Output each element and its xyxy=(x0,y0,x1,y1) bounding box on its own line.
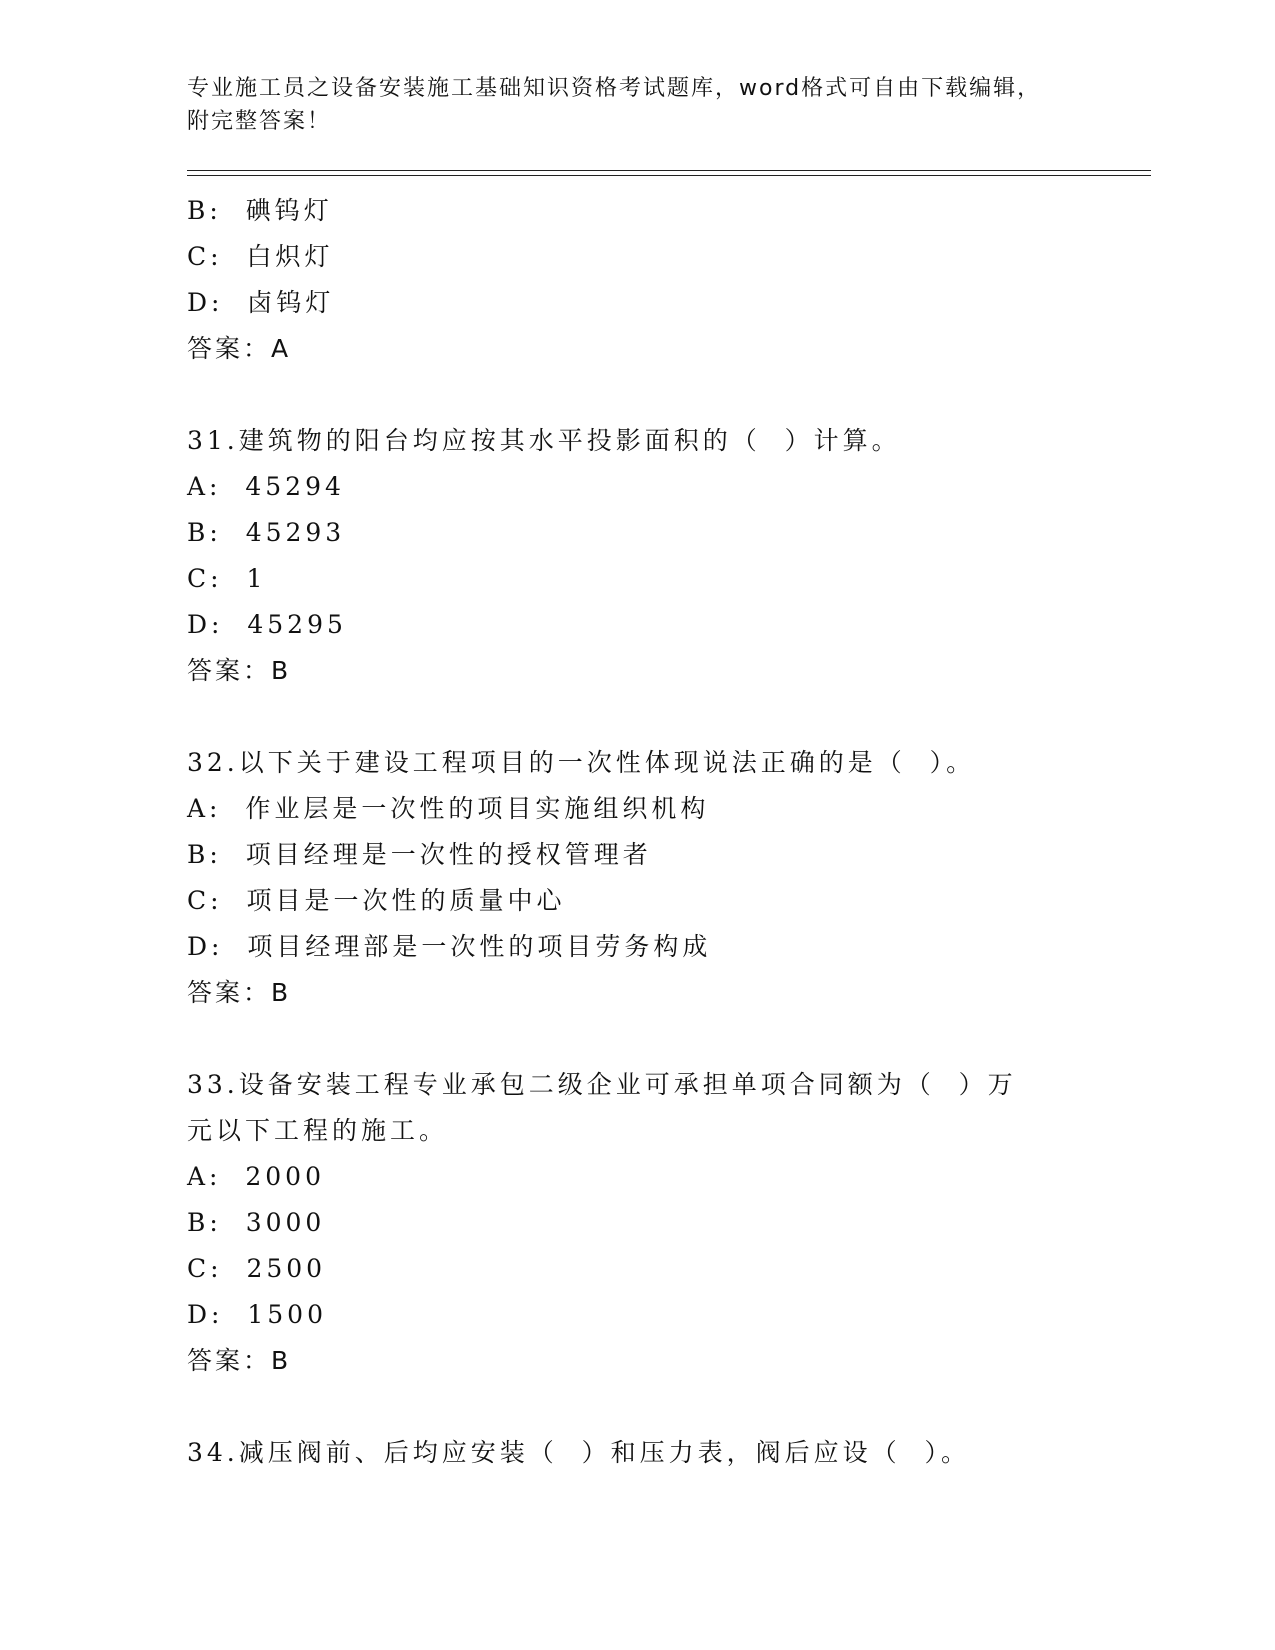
answer-line: 答案：A xyxy=(187,334,292,363)
question-32 xyxy=(187,740,1087,1016)
option-c: C: 2500 xyxy=(187,1254,327,1283)
header-line-1: 专业施工员之设备安装施工基础知识资格考试题库，word格式可自由下载编辑， xyxy=(187,76,1042,101)
question-34 xyxy=(187,1430,1087,1476)
answer-line: 答案：B xyxy=(187,978,292,1007)
previous-question-fragment xyxy=(187,188,1087,372)
option-c: C: 项目是一次性的质量中心 xyxy=(187,886,566,915)
question-content xyxy=(187,188,1087,1476)
option-c: C: 白炽灯 xyxy=(187,242,334,271)
question-text: 34.减压阀前、后均应安装（ ）和压力表，阀后应设（ ）。 xyxy=(187,1438,971,1467)
question-33 xyxy=(187,1062,1087,1384)
option-b: B: 3000 xyxy=(187,1208,326,1237)
option-d: D: 1500 xyxy=(187,1300,327,1329)
answer-line: 答案：B xyxy=(187,656,292,685)
header-divider-bottom xyxy=(187,175,1151,176)
question-text: 33.设备安装工程专业承包二级企业可承担单项合同额为（ ）万元以下工程的施工。 xyxy=(187,1070,1017,1145)
header-divider-top xyxy=(187,170,1151,171)
answer-line: 答案：B xyxy=(187,1346,292,1375)
option-b: B: 45293 xyxy=(187,518,346,547)
option-a: A: 作业层是一次性的项目实施组织机构 xyxy=(187,794,710,823)
option-b: B: 项目经理是一次性的授权管理者 xyxy=(187,840,652,869)
option-c: C: 1 xyxy=(187,564,267,593)
question-text: 31.建筑物的阳台均应按其水平投影面积的（ ）计算。 xyxy=(187,426,901,455)
question-31 xyxy=(187,418,1087,694)
option-a: A: 2000 xyxy=(187,1162,325,1191)
option-d: D: 45295 xyxy=(187,610,347,639)
document-header xyxy=(187,72,1087,138)
question-text: 32.以下关于建设工程项目的一次性体现说法正确的是（ ）。 xyxy=(187,748,976,777)
option-d: D: 卤钨灯 xyxy=(187,288,335,317)
header-line-2: 附完整答案！ xyxy=(187,109,332,134)
option-a: A: 45294 xyxy=(187,472,345,501)
option-b: B: 碘钨灯 xyxy=(187,196,333,225)
option-d: D: 项目经理部是一次性的项目劳务构成 xyxy=(187,932,712,961)
